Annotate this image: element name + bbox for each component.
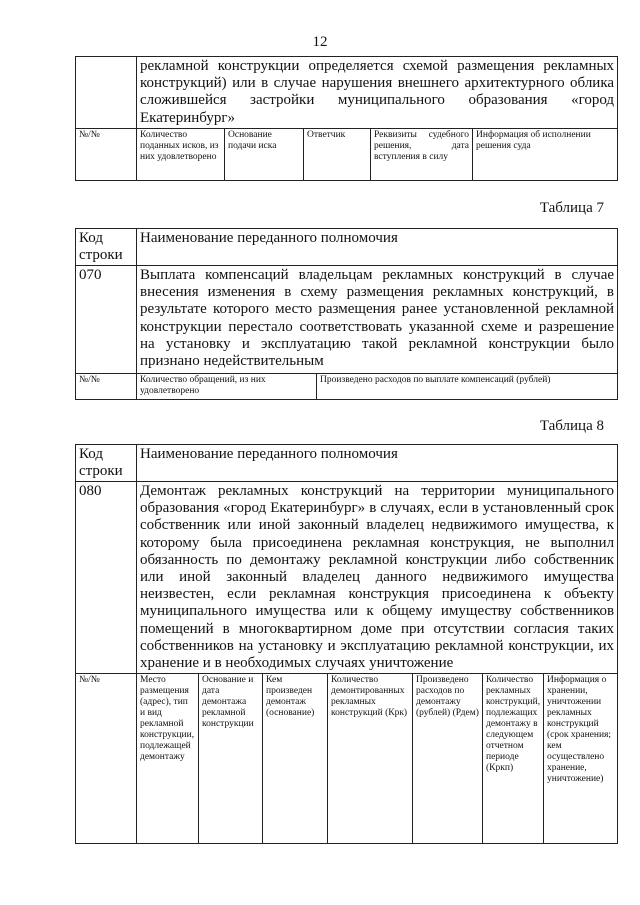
column-header: Количество рекламных конструкций, подлежащих демонтажу в следующем отчетном периоде (Кркп) [483, 674, 544, 844]
column-header: Место размещения (адрес), тип и вид рекламной конструкции, подлежащей демонтажу [137, 674, 199, 844]
column-header: Количество поданных исков, из них удовлетворено [137, 129, 225, 181]
column-header: Ответчик [304, 129, 371, 181]
header-name: Наименование переданного полномочия [137, 445, 618, 482]
empty-cell [76, 57, 137, 129]
column-header: Основание и дата демонтажа рекламной конструкции [199, 674, 263, 844]
continuation-text: рекламной конструкции определяется схемой размещения рекламных конструкций) или в случае нарушения внешнего архитектурного облика сложившейся застройки муниципального образования «город Екатеринбург» [137, 57, 618, 129]
table-7 [75, 228, 618, 400]
row-code: 070 [76, 266, 137, 374]
column-header: Количество обращений, из них удовлетворено [137, 374, 317, 400]
column-header: Информация о хранении, уничтожении рекламных конструкций (срок хранения; кем осуществлено хранение, уничтожение) [544, 674, 618, 844]
header-code: Код строки [76, 445, 137, 482]
row-code: 080 [76, 482, 137, 674]
table-8 [75, 444, 618, 844]
column-header: №/№ [76, 374, 137, 400]
column-header: Кем произведен демонтаж (основание) [263, 674, 328, 844]
header-name: Наименование переданного полномочия [137, 229, 618, 266]
column-header: Произведено расходов по демонтажу (рублей) (Рдем) [413, 674, 483, 844]
page-number: 12 [312, 34, 328, 50]
column-header: Количество демонтированных рекламных конструкций (Крк) [328, 674, 413, 844]
table8-caption: Таблица 8 [539, 418, 604, 434]
table7-caption: Таблица 7 [539, 200, 604, 216]
header-code: Код строки [76, 229, 137, 266]
column-header: Информация об исполнении решения суда [473, 129, 618, 181]
row-text: Демонтаж рекламных конструкций на территории муниципального образования «город Екатеринбург» в случаях, если в установленный срок собственник или иной законный владелец недвижимого имущества, к которому была присоединена рекламная конструкция, не выполнил обязанность по демонтажу рекламной конструкции либо собственник или иной законный владелец данного недвижимого имущества неизвестен, если рекламная конструкция присоединена к объекту муниципального имущества или к общему имуществу собственников помещений в многоквартирном доме при отсутствии согласия таких собственников на установку и эксплуатацию рекламной конструкции, их хранение и в необходимых случаях уничтожение [137, 482, 618, 674]
top-table [75, 56, 618, 181]
column-header: Основание подачи иска [225, 129, 304, 181]
column-header: Произведено расходов по выплате компенсаций (рублей) [317, 374, 618, 400]
column-header: Реквизиты судебного решения, дата вступления в силу [371, 129, 473, 181]
row-text: Выплата компенсаций владельцам рекламных конструкций в случае внесения изменения в схему размещения рекламных конструкций, в результате которого место размещения ранее установленной рекламной конструкции перестало соответствовать указанной схеме и разрешение на установку и эксплуатацию такой рекламной конструкции было признано недействительным [137, 266, 618, 374]
column-header: №/№ [76, 129, 137, 181]
column-header: №/№ [76, 674, 137, 844]
